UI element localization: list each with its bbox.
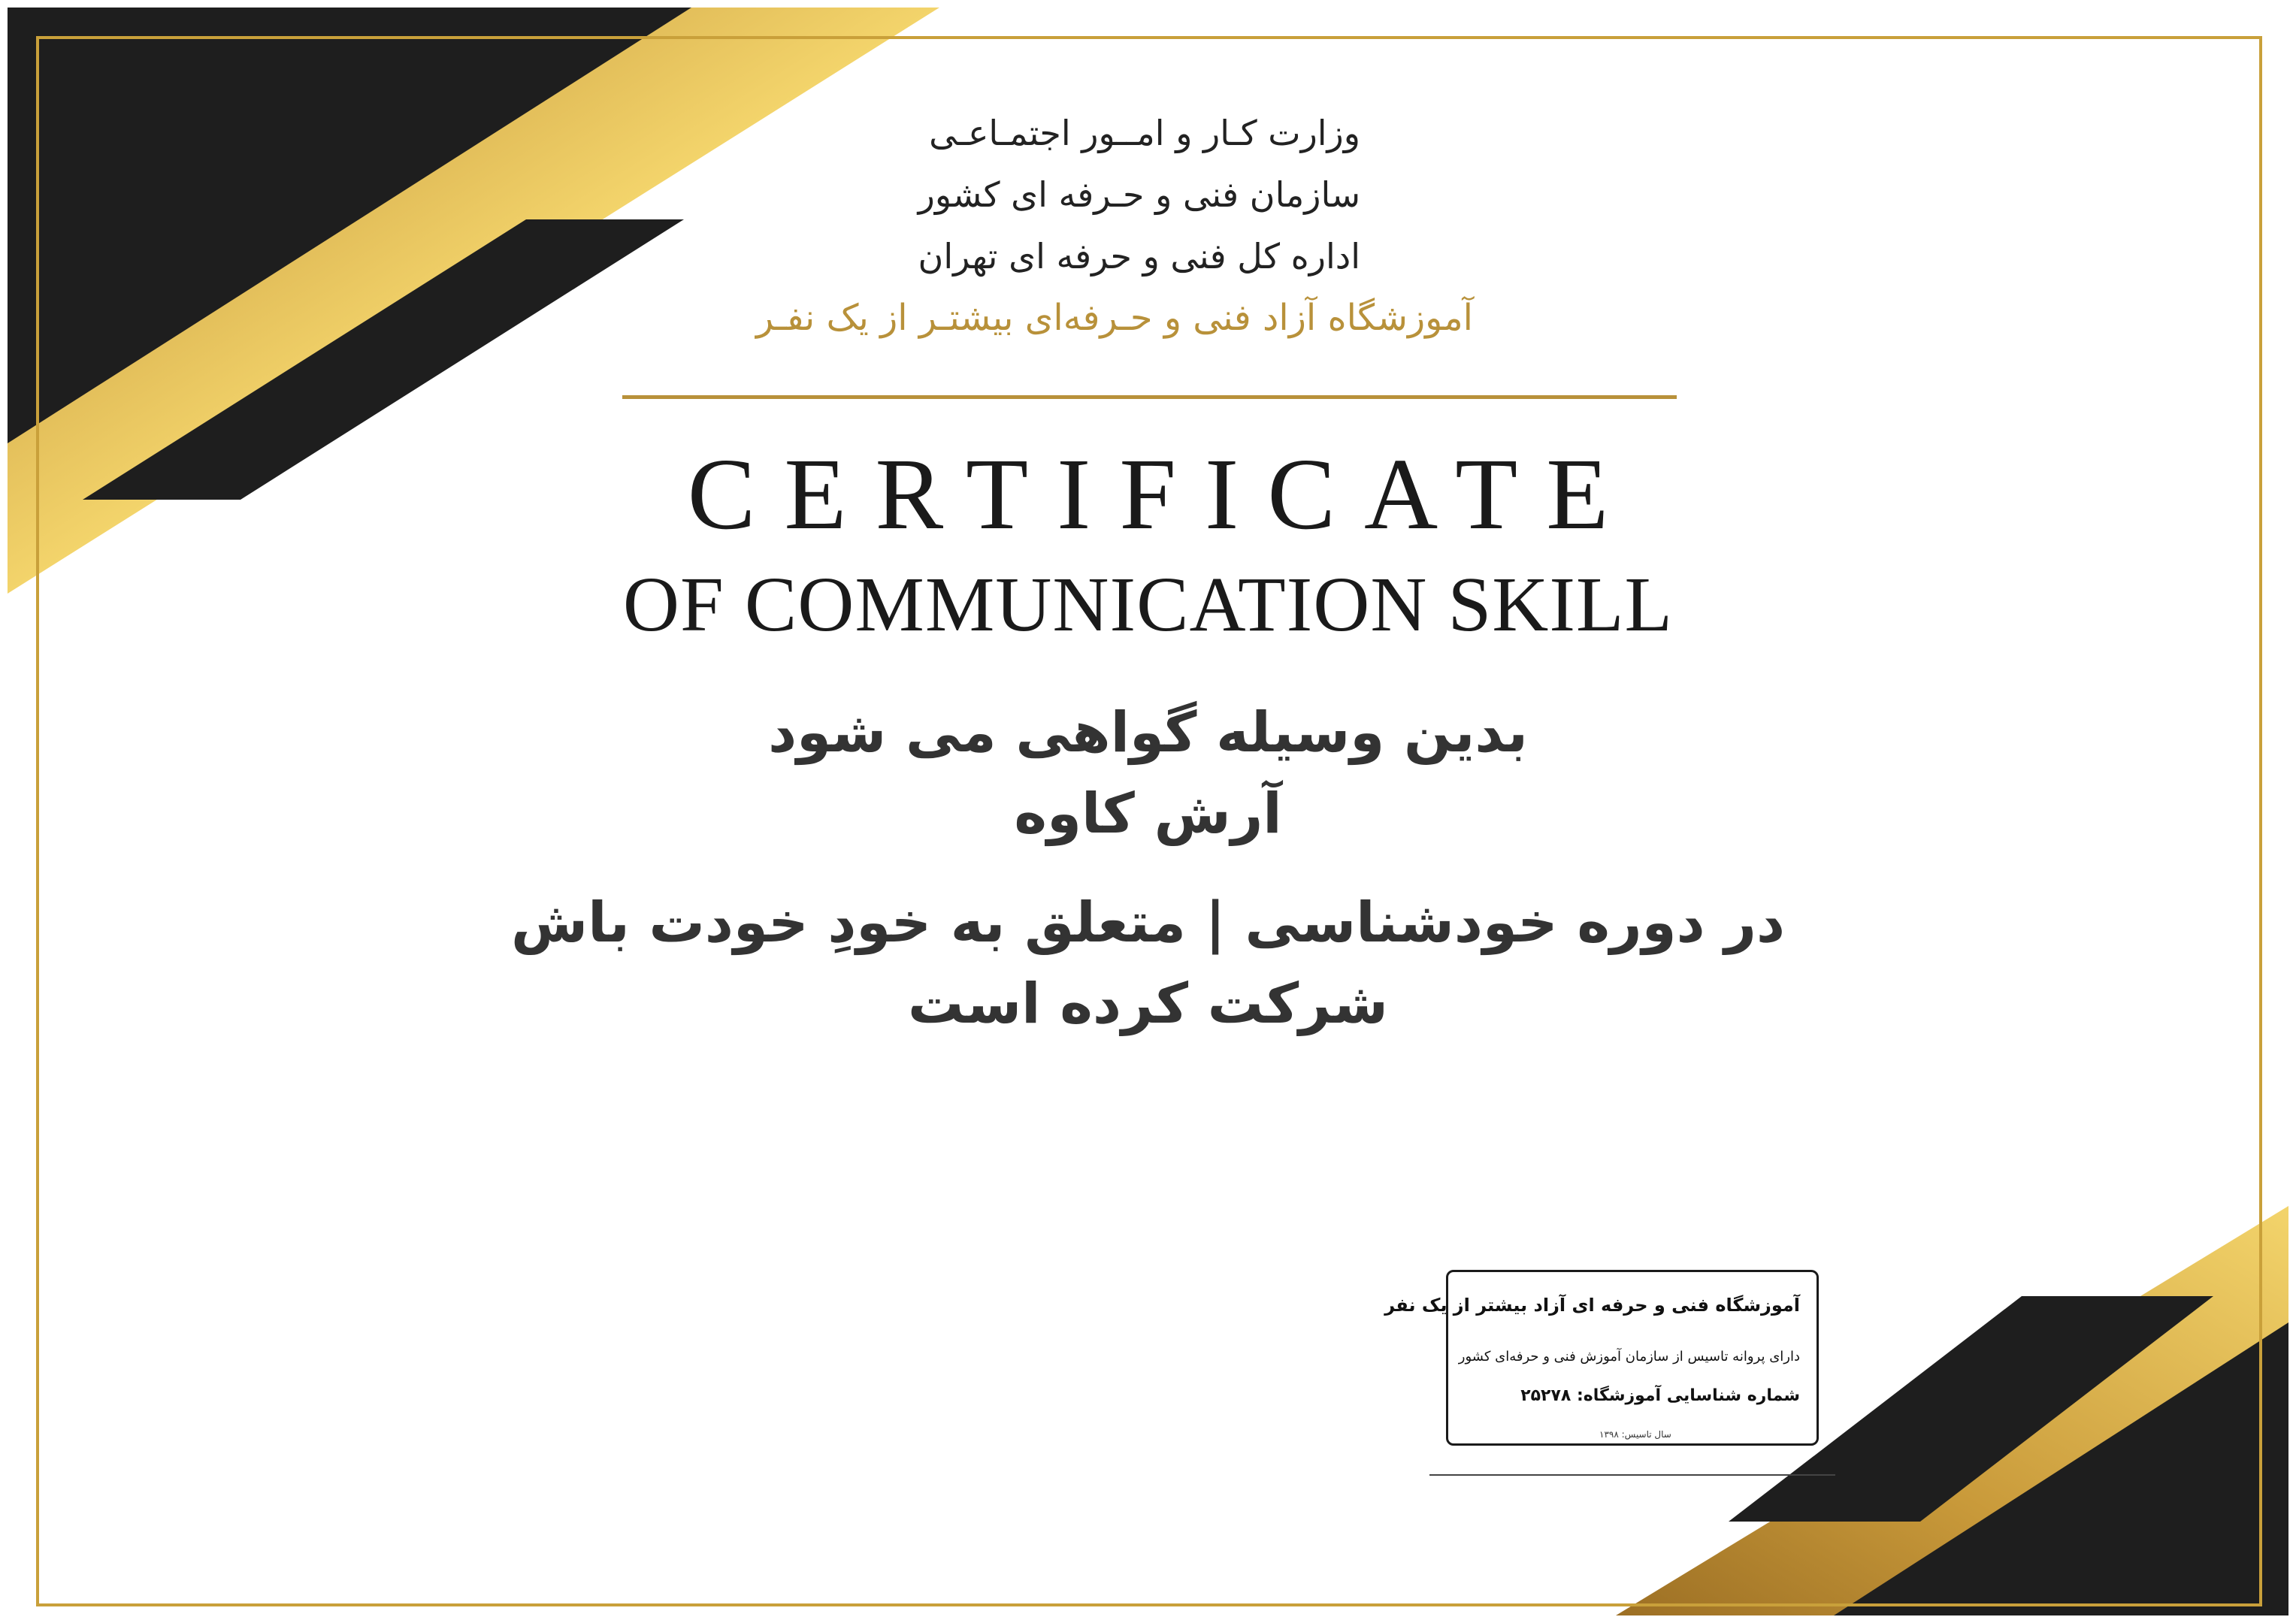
course-line: در دوره خودشناسی | متعلق به خودِ خودت باش — [511, 890, 1785, 955]
school-name: آموزشگاه آزاد فنی و حـرفه‌ای بیشتـر از یک نفـر — [756, 297, 1473, 339]
closing-line: شرکت کرده است — [908, 972, 1388, 1036]
certificate-subtitle: OF COMMUNICATION SKILL — [622, 561, 1674, 648]
stamp-institute-name: آموزشگاه فنی و حرفه ای آزاد بیشتر از یک نفر — [1384, 1295, 1800, 1316]
ministry-line-2: سازمان فنی و حـرفه ای کشور — [918, 174, 1360, 215]
header-divider — [622, 395, 1677, 399]
stamp-id-number: شماره شناسایی آموزشگاه: ۲۵۲۷۸ — [1520, 1386, 1800, 1405]
stamp-founding-year: سال تاسیس: ۱۳۹۸ — [1599, 1429, 1671, 1440]
stamp-license: دارای پروانه تاسیس از سازمان آموزش فنی و حرفه‌ای کشور — [1458, 1349, 1800, 1365]
ministry-line-3: اداره کل فنی و حرفه ای تهران — [918, 236, 1360, 277]
certification-intro: بدین وسیله گواهی می شود — [768, 700, 1528, 765]
recipient-name: آرش کاوه — [1014, 781, 1282, 846]
certificate-title: CERTIFICATE — [687, 438, 1638, 551]
signature-line — [1429, 1474, 1835, 1476]
ministry-line-1: وزارت کـار و امــور اجتمـاعـی — [929, 113, 1360, 153]
institute-stamp — [1384, 1270, 1819, 1446]
